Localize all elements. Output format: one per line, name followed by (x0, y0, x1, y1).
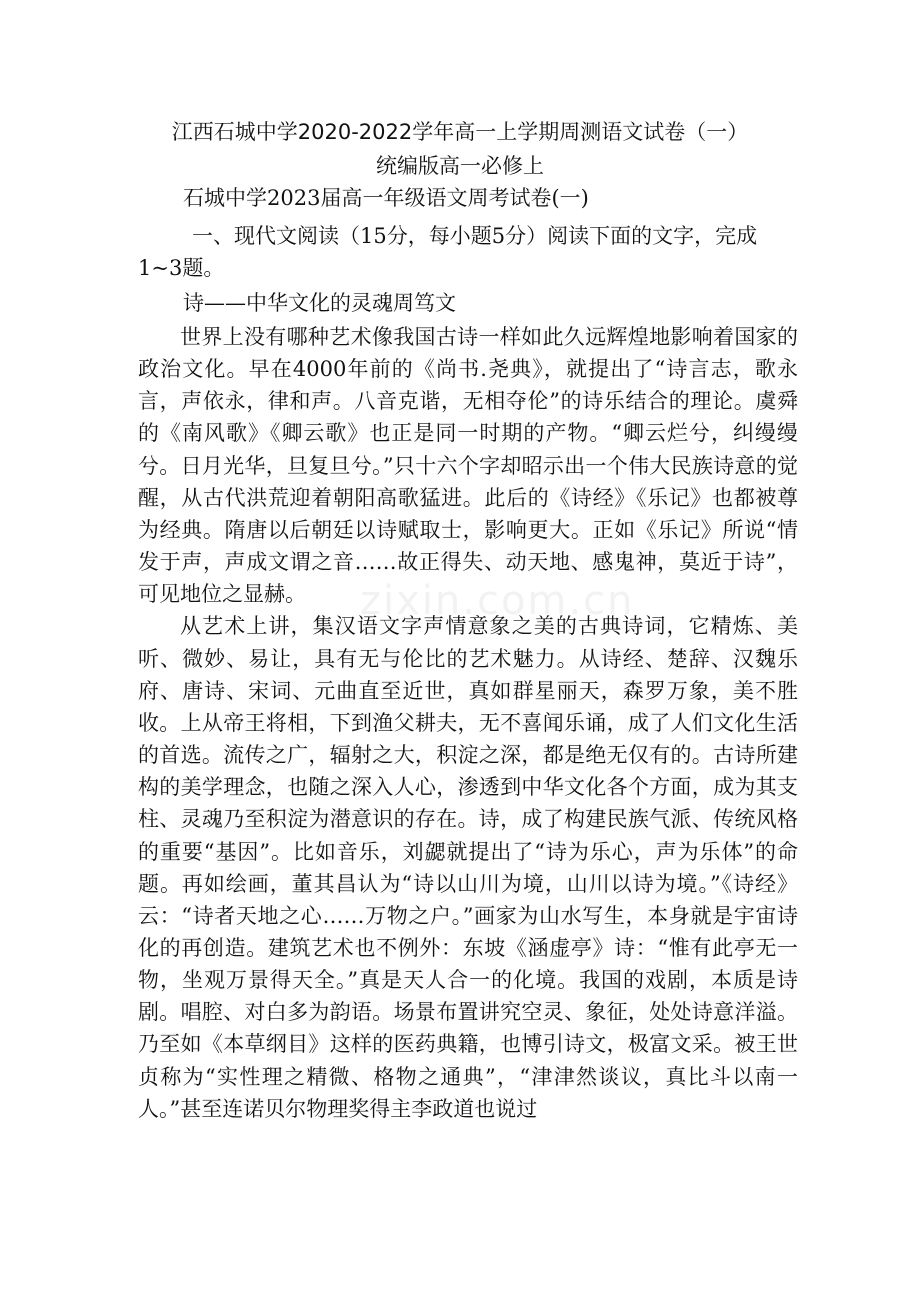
paragraph: 从艺术上讲，集汉语文字声情意象之美的古典诗词，它精炼、美听、微妙、易让，具有无与伦比的艺术魅力。从诗经、楚辞、汉魏乐府、唐诗、宋词、元曲直至近世，真如群星丽天，森罗万象，美不胜收。上从帝王将相，下到渔父耕夫，无不喜闻乐诵，成了人们文化生活的首选。流传之广，辐射之大，积淀之深，都是绝无仅有的。古诗所建构的美学理念，也随之深入人心，渗透到中华文化各个方面，成为其支柱、灵魂乃至积淀为潜意识的存在。诗，成了构建民族气派、传统风格的重要“基因”。比如音乐，刘勰就提出了“诗为乐心，声为乐体”的命题。再如绘画，董其昌认为“诗以山川为境，山川以诗为境。”《诗经》云：“诗者天地之心……万物之户。”画家为山水写生，本身就是宇宙诗化的再创造。建筑艺术也不例外：东坡《涵虚亭》诗：“惟有此亭无一物，坐观万景得天全。”真是天人合一的化境。我国的戏剧，本质是诗剧。唱腔、对白多为韵语。场景布置讲究空灵、象征，处处诗意洋溢。乃至如《本草纲目》这样的医药典籍，也博引诗文，极富文采。被王世贞称为“实性理之精微、格物之通典”，“津津然谈议，真比斗以南一人。”甚至连诺贝尔物理奖得主李政道也说过 (138, 614, 798, 1121)
exam-name: 石城中学2023届高一年级语文周考试卷(一) (183, 186, 589, 210)
watermark: zixin.com.cn (360, 578, 635, 624)
article-title: 诗——中华文化的灵魂周笃文 (183, 291, 456, 315)
document-subtitle: 统编版高一必修上 (376, 154, 544, 178)
document-title: 江西石城中学2020-2022学年高一上学期周测语文试卷（一） (171, 120, 749, 144)
paragraph: 世界上没有哪种艺术像我国古诗一样如此久远辉煌地影响着国家的政治文化。早在4000年前的《尚书.尧典》，就提出了“诗言志，歌永言，声依永，律和声。八音克谐，无相夺伦”的诗乐结合的理论。虞舜的《南风歌》《卿云歌》也正是同一时期的产物。“卿云烂兮，纠缦缦兮。日月光华，旦复旦兮。”只十六个字却昭示出一个伟大民族诗意的觉醒，从古代洪荒迎着朝阳高歌猛进。此后的《诗经》《乐记》也都被尊为经典。隋唐以后朝廷以诗赋取士，影响更大。正如《乐记》所说“情发于声，声成文谓之音……故正得失、动天地、感鬼神，莫近于诗”，可见地位之显赫。 (138, 325, 798, 607)
article-body (138, 321, 798, 1125)
section-heading: 一、现代文阅读（15分，每小题5分）阅读下面的文字，完成 (192, 224, 758, 248)
section-heading-continuation: 1~3题。 (138, 256, 225, 280)
